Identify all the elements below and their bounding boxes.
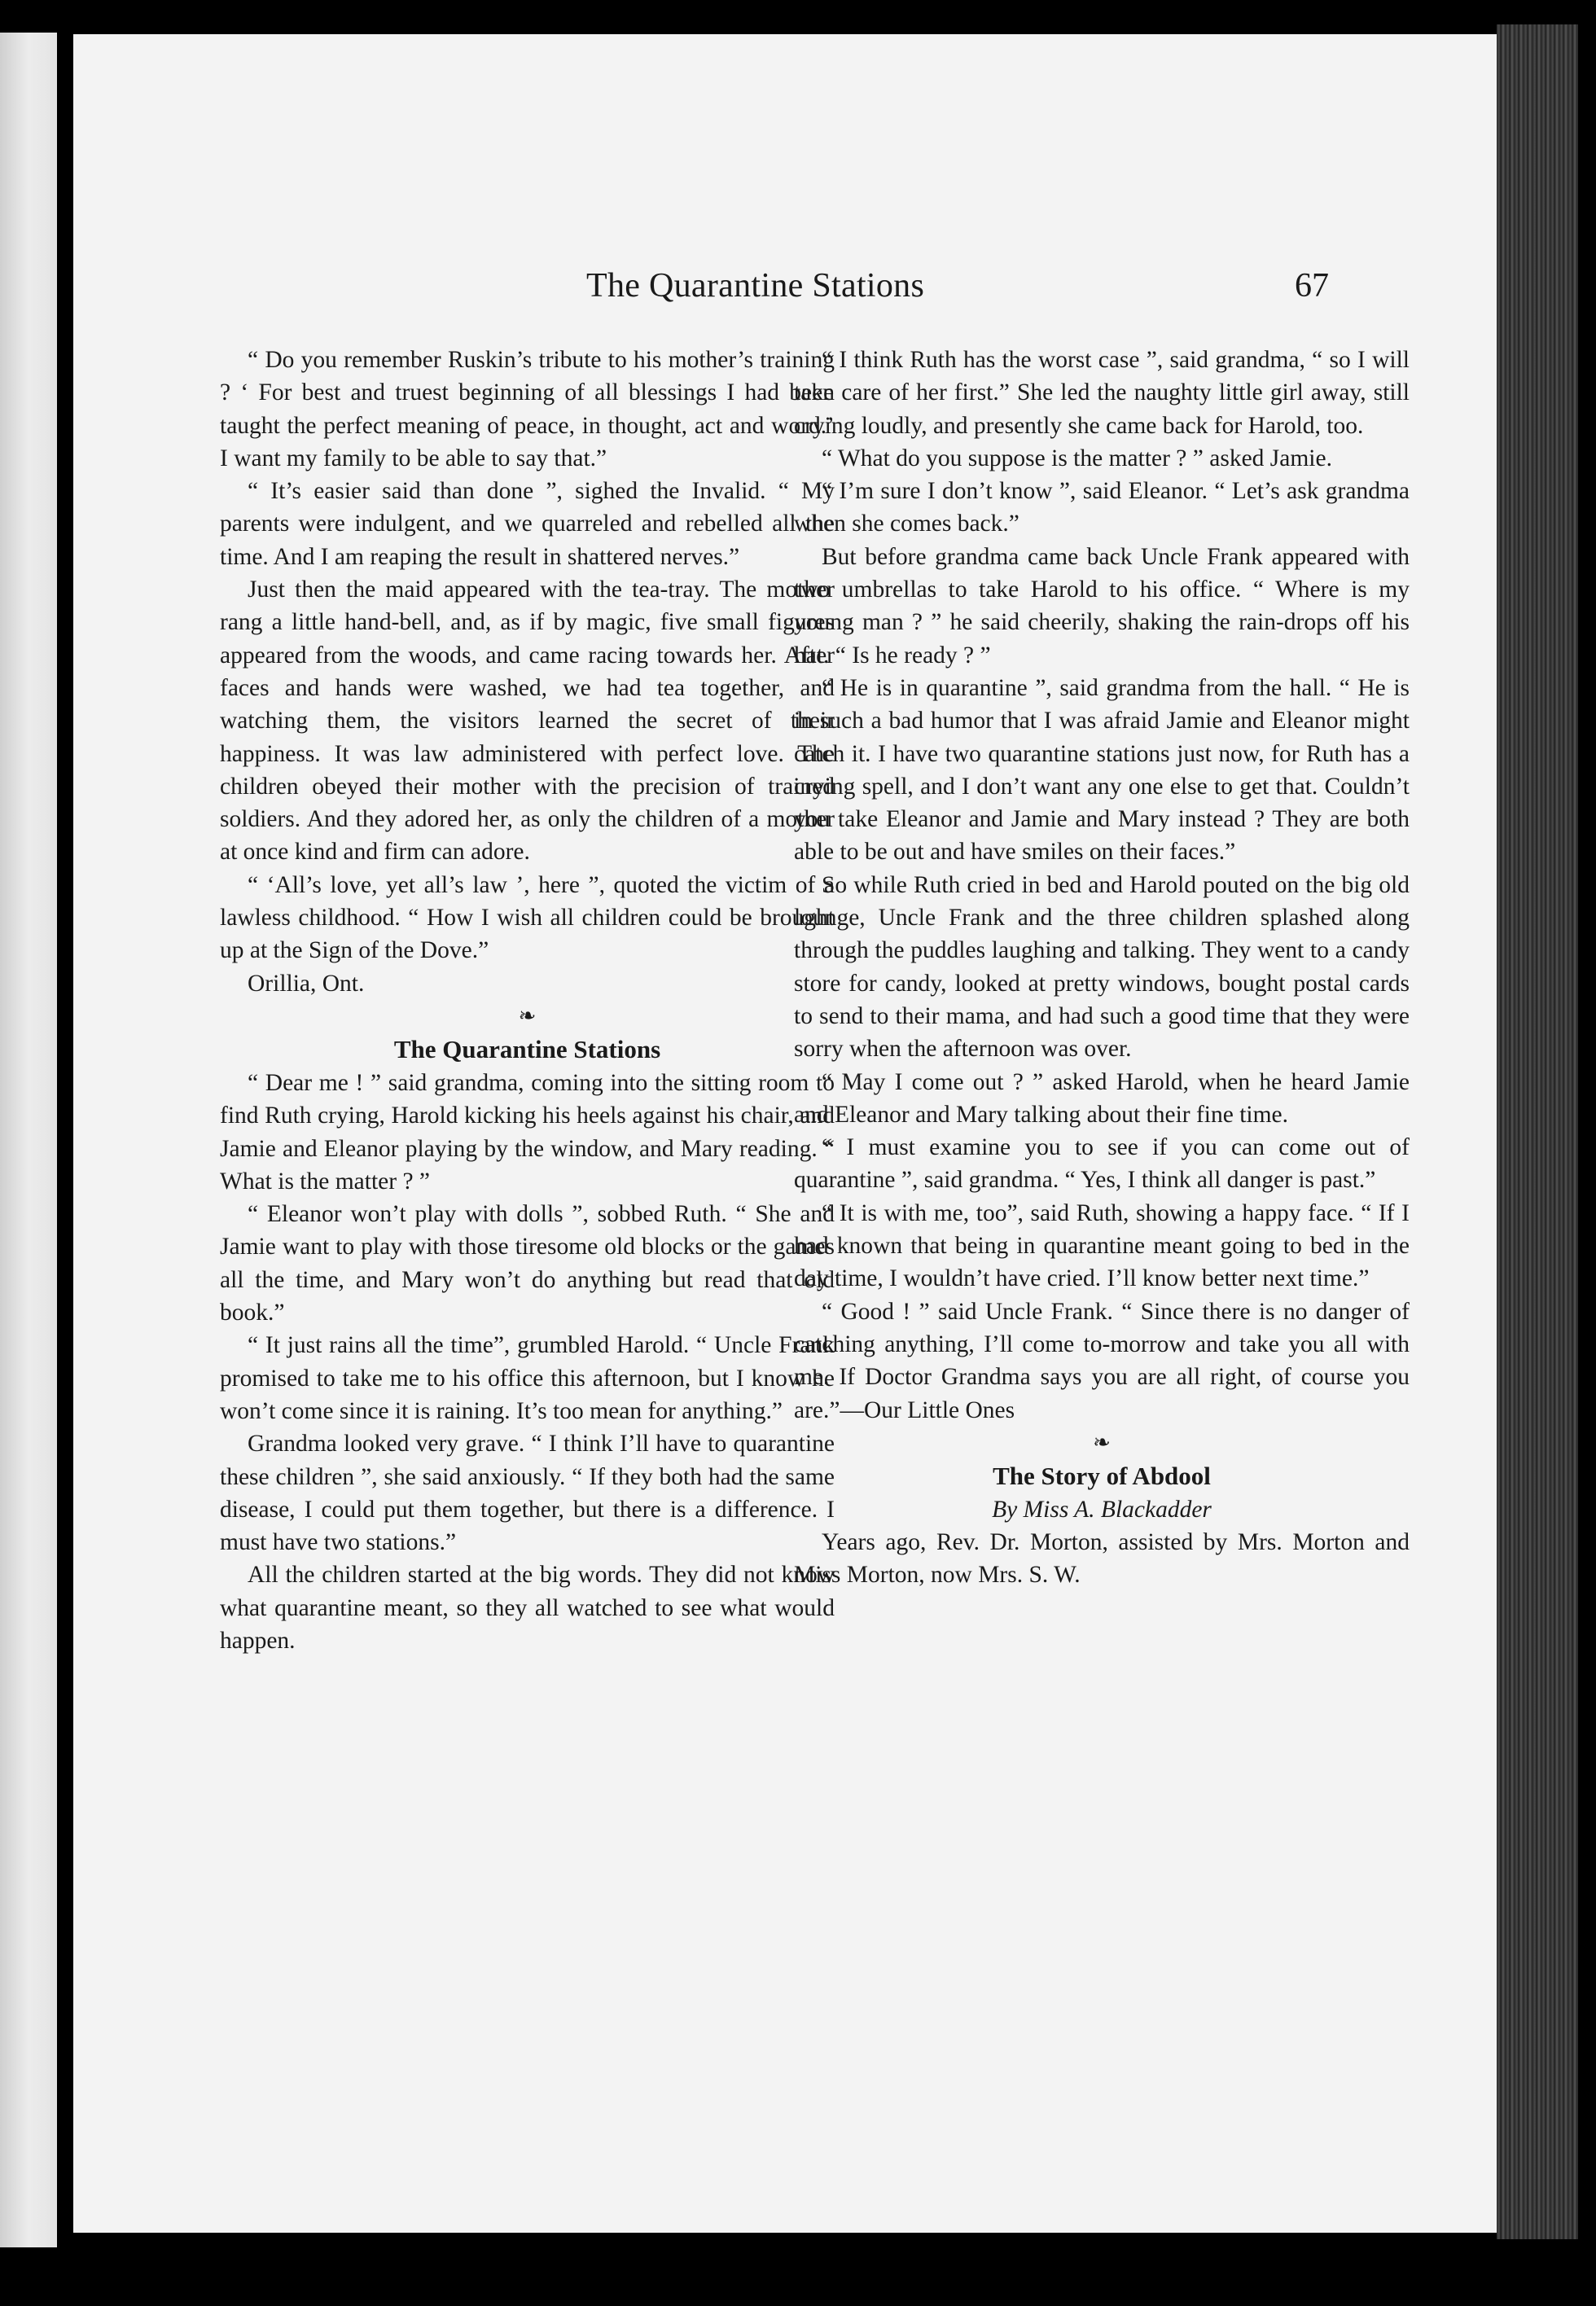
paragraph: “ It’s easier said than done ”, sighed the Invalid. “ My parents were indulgent, and we quarreled and rebelled all the time. And I am reaping the result in shattered nerves.” — [220, 478, 835, 570]
section-ornament-icon: ❧ — [518, 1003, 537, 1028]
paragraph: Just then the maid appeared with the tea-tray. The mother rang a little hand-bell, and, as if by magic, five small figures appeared from the woods, and came racing towards her. After faces and hands were washed, we had tea together, and watching them, the visitors learned the secret of their happiness. It was law administered with perfect love. The children obeyed their mother with the precision of trained soldiers. And they adored her, as only the children of a mother at once kind and firm can adore. — [220, 576, 835, 866]
paragraph: Grandma looked very grave. “ I think I’ll have to quarantine these children ”, she said anxiously. “ If they both had the same disease, I could put them together, but there is a difference. I must have two stations.” — [220, 1431, 835, 1556]
running-title: The Quarantine Stations — [586, 267, 925, 305]
paragraph: “ He is in quarantine ”, said grandma from the hall. “ He is in such a bad humor that I was afraid Jamie and Eleanor might catch it. I have two quarantine stations just now, for Ruth has a crying spell, and I don’t want any one else to get that. Couldn’t you take Eleanor and Jamie and Mary instead ? They are both able to be out and have smiles on their faces.” — [794, 674, 1410, 866]
paragraph: “ Good ! ” said Uncle Frank. “ Since there is no danger of catching anything, I’ll come to-morrow and take you all with me. If Doctor Grandma says you are all right, of course you are.”—Our Little Ones — [794, 1298, 1410, 1423]
page-stack-edge — [1497, 24, 1578, 2239]
section-ornament-icon: ❧ — [1093, 1430, 1111, 1454]
place-signoff: Orillia, Ont. — [248, 970, 365, 997]
facing-page-edge — [0, 33, 57, 2247]
paragraph: “ What do you suppose is the matter ? ” asked Jamie. — [822, 445, 1332, 471]
paragraph: Years ago, Rev. Dr. Morton, assisted by Mrs. Morton and Miss Morton, now Mrs. S. W. — [794, 1529, 1410, 1589]
paragraph: “ I think Ruth has the worst case ”, said grandma, “ so I will take care of her first.” She led the naughty little girl away, still crying loudly, and presently she came back for Harold, too. — [794, 347, 1410, 439]
left-column — [220, 344, 835, 1657]
right-column — [794, 344, 1410, 1592]
paragraph: “ Dear me ! ” said grandma, coming into the sitting room to find Ruth crying, Harold kicking his heels against his chair, and Jamie and Eleanor playing by the window, and Mary reading. “ What is the matter ? ” — [220, 1069, 835, 1195]
paragraph: “ May I come out ? ” asked Harold, when he heard Jamie and Eleanor and Mary talking about their fine time. — [794, 1068, 1410, 1128]
running-head — [73, 266, 1506, 315]
paragraph: So while Ruth cried in bed and Harold pouted on the big old lounge, Uncle Frank and the three children splashed along through the puddles laughing and talking. They went to a candy store for candy, looked at pretty windows, bought postal cards to send to their mama, and had such a good time that they were sorry when the afternoon was over. — [794, 871, 1410, 1063]
paragraph: All the children started at the big words. They did not know what quarantine meant, so they all watched to see what would happen. — [220, 1562, 835, 1654]
paragraph: “ I’m sure I don’t know ”, said Eleanor. “ Let’s ask grandma when she comes back.” — [794, 478, 1410, 537]
paragraph: “ Do you remember Ruskin’s tribute to his mother’s training ? ‘ For best and truest beginning of all blessings I had been taught the perfect meaning of peace, in thought, act and word.’ I want my family to be able to say that.” — [220, 347, 835, 471]
paragraph: “ It just rains all the time”, grumbled Harold. “ Uncle Frank promised to take me to his office this afternoon, but I know he won’t come since it is raining. It’s too mean for anything.” — [220, 1332, 835, 1424]
paragraph: “ It is with me, too”, said Ruth, showing a happy face. “ If I had known that being in quarantine meant going to bed in the day time, I wouldn’t have cried. I’ll know better next time.” — [794, 1199, 1410, 1292]
paragraph: But before grandma came back Uncle Frank appeared with two umbrellas to take Harold to his office. “ Where is my young man ? ” he said cheerily, shaking the rain-drops off his hat. “ Is he ready ? ” — [794, 543, 1410, 669]
section-title: The Story of Abdool — [993, 1461, 1211, 1490]
byline: By Miss A. Blackadder — [992, 1496, 1212, 1523]
paragraph: “ Eleanor won’t play with dolls ”, sobbed Ruth. “ She and Jamie want to play with those tiresome old blocks or the games all the time, and Mary won’t do anything but read that old book.” — [220, 1201, 835, 1326]
paragraph: “ I must examine you to see if you can come out of quarantine ”, said grandma. “ Yes, I think all danger is past.” — [794, 1134, 1410, 1194]
book-page — [73, 34, 1506, 2233]
page-number: 67 — [1295, 267, 1329, 305]
section-title: The Quarantine Stations — [393, 1034, 661, 1063]
paragraph: “ ‘All’s love, yet all’s law ’, here ”, quoted the victim of a lawless childhood. “ How I wish all children could be brought up at the Sign of the Dove.” — [220, 871, 835, 964]
